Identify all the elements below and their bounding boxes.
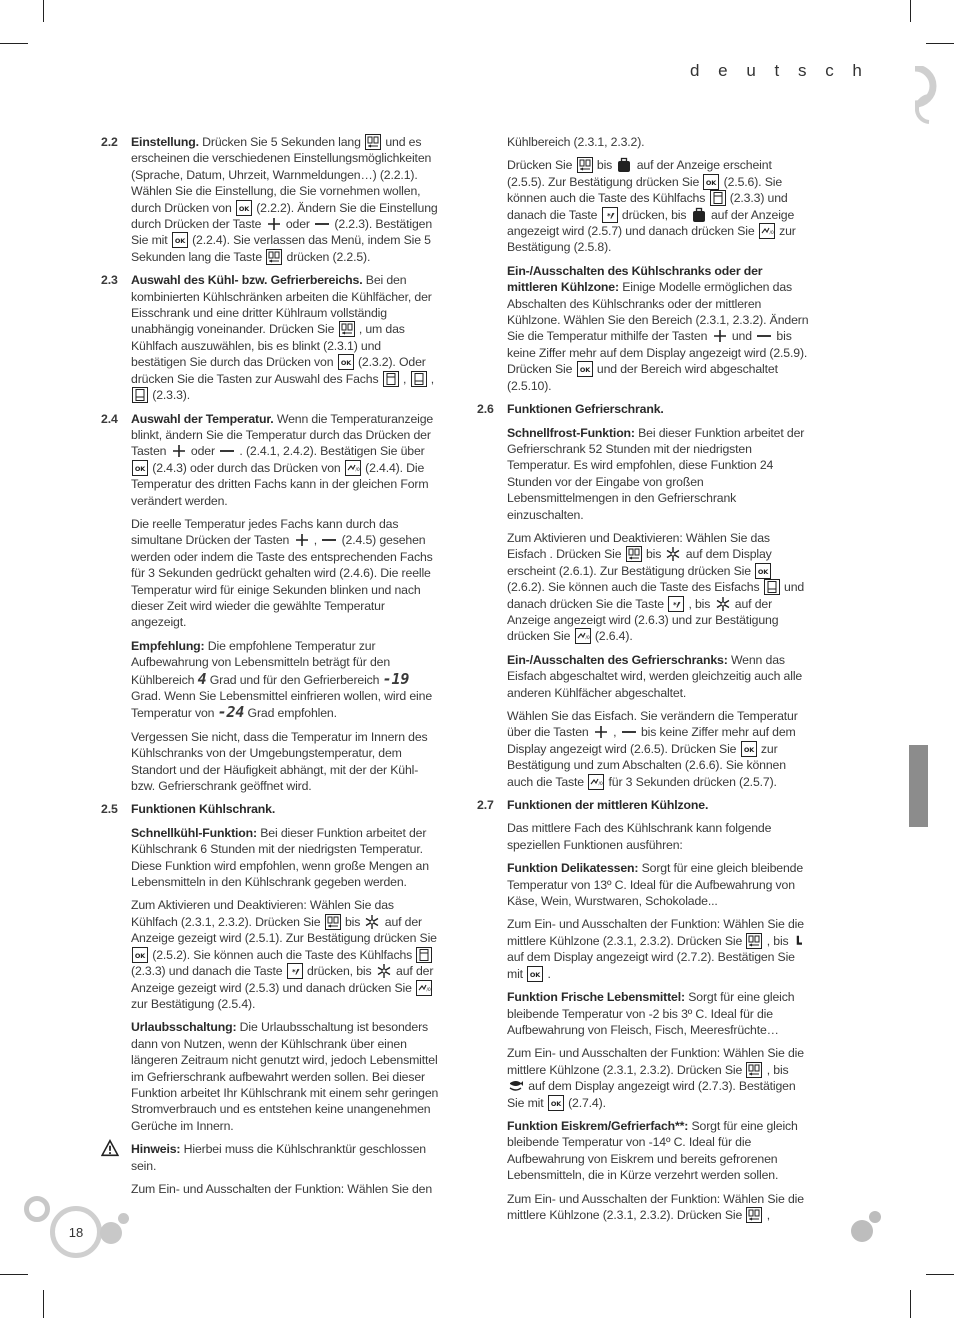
paragraph-quick-freeze xyxy=(477,425,809,523)
paragraph-title: Funktion Frische Lebensmittel: xyxy=(507,990,685,1005)
text: , xyxy=(427,371,435,386)
section-body xyxy=(131,134,439,265)
section-number: 2.3 xyxy=(101,273,118,288)
segment-display-value: -24 xyxy=(217,703,245,722)
crop-mark xyxy=(910,0,911,22)
menu-key-icon xyxy=(266,249,282,265)
text: Einige Modelle ermöglichen das Abschalten des Kühlschranks oder der mittleren Kühlzone. Wählen Sie den Bereich (2.3.1, 2.3.2). Ändern Sie die Temperatur mithilfe der Tasten xyxy=(507,280,809,344)
text: Bei dieser Funktion arbeitet der Gefrierschrank 52 Stunden mit der niedrigsten Temperatur. Es wird empfohlen, diese Funktion 24 Stunden vor der Eingabe von großen Lebensmittelmengen in den Gefrierschrank einzuschalten. xyxy=(507,425,805,522)
decorative-dot xyxy=(869,1211,881,1223)
paragraph-title: Ein-/Ausschalten des Gefrierschranks: xyxy=(507,652,728,667)
text: zur Bestätigung (2.5.8). xyxy=(507,224,796,255)
minus-key-icon xyxy=(621,724,637,740)
text: Wählen Sie das Eisfach. Sie verändern die Temperatur über die Tasten xyxy=(507,709,798,740)
text: auf dem Display erscheint (2.6.1). Zur Bestätigung drücken Sie xyxy=(507,547,772,578)
section-2-4 xyxy=(101,411,439,509)
fridge-compartment-key-icon xyxy=(710,190,726,206)
paragraph-holiday-steps-cont xyxy=(477,157,809,255)
text: , um das Kühlfach auszuwählen, bis es blinkt (2.3.1) und bestätigen Sie durch das Drücken von xyxy=(131,322,405,370)
text: , xyxy=(310,533,321,548)
paragraph-holiday-steps: Zum Ein- und Ausschalten der Funktion: Wählen Sie den xyxy=(131,1181,433,1196)
snowflake-icon xyxy=(715,596,731,612)
text: , xyxy=(399,371,410,386)
text: Grad und für den Gefrierbereich xyxy=(206,672,383,687)
paragraph-title: Ein-/Ausschalten des Kühlschranks oder der mittleren Kühlzone: xyxy=(507,263,763,295)
section-title: Funktionen Gefrierschrank. xyxy=(507,402,664,417)
text: Zum Ein- und Ausschalten der Funktion: Wählen Sie die mittlere Kühlzone (2.3.1, 2.3.2). Drücken Sie xyxy=(507,1191,804,1222)
text: Grad empfohlen. xyxy=(244,706,337,721)
star-key-icon xyxy=(602,207,618,223)
crop-mark xyxy=(0,1274,28,1275)
menu-key-icon xyxy=(577,157,593,173)
text: Bei den kombinierten Kühlschränken arbeiten die Kühlfächer, der Eisschrank und eine dritter Kühlraum vollständig unabhängig voneinander. Drücken Sie xyxy=(131,273,432,337)
onoff-key-icon xyxy=(345,460,361,476)
text: Wenn die Temperaturanzeige blinkt, ändern Sie die Temperatur durch das Drücken der Tasten xyxy=(131,411,434,459)
snowflake-icon xyxy=(665,546,681,562)
text: (2.3.3) und danach die Taste xyxy=(131,964,286,979)
section-number: 2.7 xyxy=(477,798,494,813)
text: zur Bestätigung (2.5.4). xyxy=(131,996,256,1011)
paragraph-title: Funktion Eiskrem/Gefrierfach**: xyxy=(507,1118,689,1133)
menu-key-icon xyxy=(325,914,341,930)
onoff-key-icon xyxy=(759,223,775,239)
text: für 3 Sekunden drücken (2.5.7). xyxy=(605,774,777,789)
paragraph-holiday-mode xyxy=(101,1019,439,1134)
section-2-7 xyxy=(477,797,809,813)
ok-key-icon xyxy=(172,232,188,248)
text: und der Bereich wird abgeschaltet (2.5.10). xyxy=(507,362,778,393)
right-column xyxy=(477,134,809,1230)
text: , bis xyxy=(685,596,714,611)
plus-key-icon xyxy=(593,724,609,740)
language-header: d e u t s c h xyxy=(690,61,869,80)
text: Wenn das Eisfach abgeschaltet wird, werden gleichzeitig auch alle anderen Kühlfächer abgeschaltet. xyxy=(507,652,803,700)
menu-key-icon xyxy=(626,546,642,562)
paragraph-title: Urlaubsschaltung: xyxy=(131,1020,237,1035)
paragraph-title: Empfehlung: xyxy=(131,638,205,653)
paragraph-title: Hinweis: xyxy=(131,1142,181,1157)
paragraph-fresh-food xyxy=(477,989,809,1038)
snowflake-icon xyxy=(376,963,392,979)
freezer-compartment-key-icon xyxy=(132,387,148,403)
crop-mark xyxy=(43,0,44,22)
paragraph-title: Funktion Delikatessen: xyxy=(507,861,639,876)
minus-key-icon xyxy=(314,216,330,232)
menu-key-icon xyxy=(365,134,381,150)
text: , xyxy=(609,725,620,740)
section-body xyxy=(131,411,439,509)
ok-key-icon xyxy=(755,563,771,579)
ok-key-icon xyxy=(132,460,148,476)
text: und xyxy=(728,329,756,344)
text: oder xyxy=(282,217,314,232)
crop-mark xyxy=(926,43,954,44)
ok-key-icon xyxy=(132,947,148,963)
text: drücken, bis xyxy=(618,207,690,222)
warning-icon xyxy=(101,1139,119,1157)
freezer-compartment-key-icon xyxy=(764,579,780,595)
crop-mark xyxy=(910,1290,911,1318)
text: (2.2.4). Sie verlassen das Menü, indem Sie 5 Sekunden lang die Taste xyxy=(131,233,431,264)
text: Die empfohlene Temperatur zur Aufbewahrung von Lebensmitteln beträgt für den Kühlbereich xyxy=(131,638,391,687)
decorative-dot xyxy=(851,1220,873,1242)
section-title: Auswahl des Kühl- bzw. Gefrierbereichs. xyxy=(131,273,363,288)
menu-key-icon xyxy=(746,1207,762,1223)
paragraph-quick-cool xyxy=(101,825,439,891)
text: bis xyxy=(593,158,616,173)
suitcase-icon xyxy=(691,207,707,223)
section-number: 2.4 xyxy=(101,411,118,426)
paragraph-freezer-onoff xyxy=(477,652,809,701)
paragraph-quick-freeze-steps xyxy=(477,530,809,645)
segment-display-value: -19 xyxy=(382,669,410,688)
text: bis keine Ziffer mehr auf dem Display angezeigt wird (2.6.5). Drücken Sie xyxy=(507,725,796,756)
text: (2.3.3). xyxy=(149,388,191,403)
text: (2.7.4). xyxy=(564,1095,606,1110)
paragraph-ice-cream-steps xyxy=(477,1191,809,1224)
text: (2.3.2). Oder drücken Sie die Tasten zur Auswahl des Fachs xyxy=(131,355,426,386)
text: (2.3.3) und danach die Taste xyxy=(507,191,788,222)
text: Zum Ein- und Ausschalten der Funktion: Wählen Sie die mittlere Kühlzone (2.3.1, 2.3.2). Drücken Sie xyxy=(507,1046,804,1077)
suitcase-icon xyxy=(616,157,632,173)
text: (2.6.2). Sie können auch die Taste des Eisfachs xyxy=(507,580,763,595)
menu-key-icon xyxy=(746,933,762,949)
text: auf der Anzeige angezeigt wird (2.6.3) und zur Bestätigung drücken Sie xyxy=(507,596,779,644)
crop-mark xyxy=(926,1274,954,1275)
fish-icon xyxy=(508,1078,524,1094)
section-2-6 xyxy=(477,401,809,417)
text: Grad. Wenn Sie Lebensmittel einfrieren wollen, wird eine Temperatur von xyxy=(131,689,433,721)
text: (2.2.2). Ändern Sie die Einstellung durch Drücken der Taste xyxy=(131,200,438,232)
section-body xyxy=(507,401,809,417)
text: auf der Anzeige angezeigt wird (2.5.7) und danach drücken Sie xyxy=(507,207,795,239)
paragraph-title: Schnellfrost-Funktion: xyxy=(507,425,635,440)
ok-key-icon xyxy=(548,1095,564,1111)
decorative-dot xyxy=(118,1213,129,1224)
text: Sorgt für eine gleich bleibende Temperatur von 13º C. Ideal für die Aufbewahrung von Käse, Wein, Wurstwaren, Schokolade... xyxy=(507,861,804,909)
minus-key-icon xyxy=(219,443,235,459)
text: auf dem Display angezeigt wird (2.7.3). Bestätigen Sie mit xyxy=(507,1079,796,1110)
section-body xyxy=(131,272,439,403)
text: Sorgt für eine gleich bleibende Temperatur von -2 bis 3º C. Ideal für die Aufbewahrung von Fleisch, Fisch, Meeresfrüchte… xyxy=(507,990,795,1037)
minus-key-icon xyxy=(756,328,772,344)
snowflake-icon xyxy=(364,914,380,930)
onoff-key-icon xyxy=(416,980,432,996)
text: Zum Aktivieren und Deaktivieren: Wählen Sie das Eisfach . Drücken Sie xyxy=(507,530,770,562)
text: bis keine Ziffer mehr auf dem Display angezeigt wird (2.5.9). Drücken Sie xyxy=(507,329,808,377)
paragraph-ambient-note: Vergessen Sie nicht, dass die Temperatur im Innern des Kühlschranks von der Umgebungstemperatur, dem Standort und der Häufigkeit abhängt, mit der der Kühl- bzw. Gefrierschrank geöffnet wird. xyxy=(131,729,428,794)
page-number: 18 xyxy=(50,1206,102,1258)
decorative-dot xyxy=(100,1222,122,1244)
plus-key-icon xyxy=(266,216,282,232)
middle-compartment-key-icon xyxy=(411,371,427,387)
section-title: Einstellung. xyxy=(131,135,199,149)
section-body xyxy=(131,801,439,817)
star-key-icon xyxy=(668,596,684,612)
text: Hierbei muss die Kühlschranktür geschlossen sein. xyxy=(131,1142,426,1173)
ok-key-icon xyxy=(236,200,252,216)
paragraph-fridge-onoff xyxy=(477,263,809,394)
paragraph-freezer-onoff-steps xyxy=(477,708,809,790)
fridge-compartment-key-icon xyxy=(383,371,399,387)
paragraph-title: Schnellkühl-Funktion: xyxy=(131,825,257,840)
section-title: Auswahl der Temperatur. xyxy=(131,411,274,426)
section-title: Funktionen Kühlschrank. xyxy=(131,802,276,817)
minus-key-icon xyxy=(321,532,337,548)
menu-key-icon xyxy=(339,321,355,337)
paragraph-ice-cream xyxy=(477,1118,809,1184)
text: auf der Anzeige erscheint (2.5.5). Zur Bestätigung drücken Sie xyxy=(507,158,772,189)
text: bis xyxy=(642,547,665,562)
paragraph-middle-zone-intro: Das mittlere Fach des Kühlschrank kann folgende speziellen Funktionen ausführen: xyxy=(507,821,772,852)
paragraph-note xyxy=(101,1141,439,1174)
section-body xyxy=(507,797,809,813)
text: und danach drücken Sie die Taste xyxy=(507,580,805,611)
text: (2.5.2). Sie können auch die Taste des Kühlfachs xyxy=(149,947,416,962)
text: Sorgt für eine gleich bleibende Temperatur von -14º C. Ideal für die Aufbewahrung von Eiskrem und bereits gefrorenen Lebensmitteln, die in Kürze verzehrt werden sollen. xyxy=(507,1118,798,1183)
text: auf der Anzeige gezeigt wird (2.5.3) und danach drücken Sie xyxy=(131,964,434,995)
onoff-key-icon xyxy=(575,628,591,644)
fridge-compartment-key-icon xyxy=(416,947,432,963)
text: Zum Aktivieren und Deaktivieren: Wählen Sie das Kühlfach (2.3.1, 2.3.2). Drücken Sie xyxy=(131,898,394,929)
paragraph-delicatessen-steps xyxy=(477,916,809,982)
text: oder xyxy=(187,444,219,459)
crop-mark xyxy=(43,1290,44,1318)
text: . xyxy=(544,966,551,981)
bottle-icon xyxy=(793,933,805,949)
paragraph-continued: Kühlbereich (2.3.1, 2.3.2). xyxy=(507,135,645,149)
section-2-3 xyxy=(101,272,439,403)
header-logo-icon xyxy=(905,66,945,124)
crop-mark xyxy=(0,43,28,44)
section-number: 2.5 xyxy=(101,802,118,817)
ok-key-icon xyxy=(703,174,719,190)
text: drücken, bis xyxy=(303,964,375,979)
text: (2.4.5) gesehen werden oder indem die Taste des entsprechenden Fachs für 3 Sekunden gedrückt gehalten wird (2.4.6). Die reelle Temperatur wird für einige Sekunden blinken und nach dieser Zeit wird wieder die gewählte Temperatur angezeigt. xyxy=(131,533,433,630)
ok-key-icon xyxy=(741,741,757,757)
paragraph-real-temperature xyxy=(101,516,439,631)
menu-key-icon xyxy=(746,1062,762,1078)
text: (2.6.4). xyxy=(591,629,633,644)
text: Drücken Sie 5 Sekunden lang xyxy=(198,135,365,149)
text: . (2.4.1, 2.4.2). Bestätigen Sie über xyxy=(236,444,425,459)
paragraph-delicatessen xyxy=(477,860,809,909)
text: Drücken Sie xyxy=(507,158,576,173)
text: (2.4.4). Die Temperatur des dritten Fachs kann in der gleichen Form verändert werden. xyxy=(131,460,429,508)
star-key-icon xyxy=(287,963,303,979)
paragraph-recommendation xyxy=(101,638,439,722)
onoff-key-icon xyxy=(588,774,604,790)
text: drücken (2.2.5). xyxy=(283,249,371,264)
plus-key-icon xyxy=(712,328,728,344)
section-2-2 xyxy=(101,134,439,265)
text: (2.2.3). Bestätigen Sie mit xyxy=(131,217,433,248)
text: zur Bestätigung und zum Abschalten (2.6.6). Sie können auch die Taste xyxy=(507,741,786,789)
ok-key-icon xyxy=(338,354,354,370)
section-number: 2.6 xyxy=(477,402,494,417)
text: auf der Anzeige gezeigt wird (2.5.1). Zur Bestätigung drücken Sie xyxy=(131,914,437,946)
text: Die Urlaubsschaltung ist besonders dann von Nutzen, wenn der Kühlschrank über einen längeren Zeitraum nicht genutzt wird, jedoch Lebensmittel im Gefrierschrank aufbewahrt werden sollen. Bei dieser Funktion arbeitet Ihr Kühlschrank mit einem sehr geringen Stromverbrauch und es entstehen keine unangenehmen Gerüche im Innern. xyxy=(131,1020,439,1133)
section-2-5 xyxy=(101,801,439,817)
text: , bis xyxy=(763,933,792,948)
text: Die reelle Temperatur jedes Fachs kann durch das simultane Drücken der Tasten xyxy=(131,516,399,548)
text: bis xyxy=(341,914,364,929)
text: , bis xyxy=(763,1062,789,1077)
text: , xyxy=(763,1207,771,1222)
section-title: Funktionen der mittleren Kühlzone. xyxy=(507,798,709,813)
paragraph-quick-cool-steps xyxy=(101,897,439,1012)
text: (2.4.3) oder durch das Drücken von xyxy=(149,460,344,475)
ok-key-icon xyxy=(577,361,593,377)
text: auf dem Display angezeigt wird (2.7.2). Bestätigen Sie mit xyxy=(507,950,795,981)
text: Bei dieser Funktion arbeitet der Kühlschrank 6 Stunden mit der niedrigsten Temperatur. Diese Funktion wird empfohlen, wenn große Mengen an Lebensmitteln in den Kühlschrank gegeben werden. xyxy=(131,825,429,890)
section-number: 2.2 xyxy=(101,135,118,149)
plus-key-icon xyxy=(294,532,310,548)
text: und es erscheinen die verschiedenen Einstellungsmöglichkeiten (Sprache, Datum, Uhrzeit, Warnmeldungen…) (2.2.1). Wählen Sie die Einstellung, die Sie vornehmen wollen, durch Drücken von xyxy=(131,135,432,215)
text: Zum Ein- und Ausschalten der Funktion: Wählen Sie die mittlere Kühlzone (2.3.1, 2.3.2). Drücken Sie xyxy=(507,917,804,948)
decorative-circle xyxy=(24,1196,50,1222)
text: (2.5.6). Sie können auch die Taste des Kühlfachs xyxy=(507,174,783,206)
plus-key-icon xyxy=(171,443,187,459)
left-column xyxy=(101,134,439,1204)
language-tab-marker xyxy=(909,745,928,827)
paragraph-fresh-food-steps xyxy=(477,1045,809,1111)
ok-key-icon xyxy=(527,966,543,982)
segment-display-value: 4 xyxy=(197,669,207,688)
